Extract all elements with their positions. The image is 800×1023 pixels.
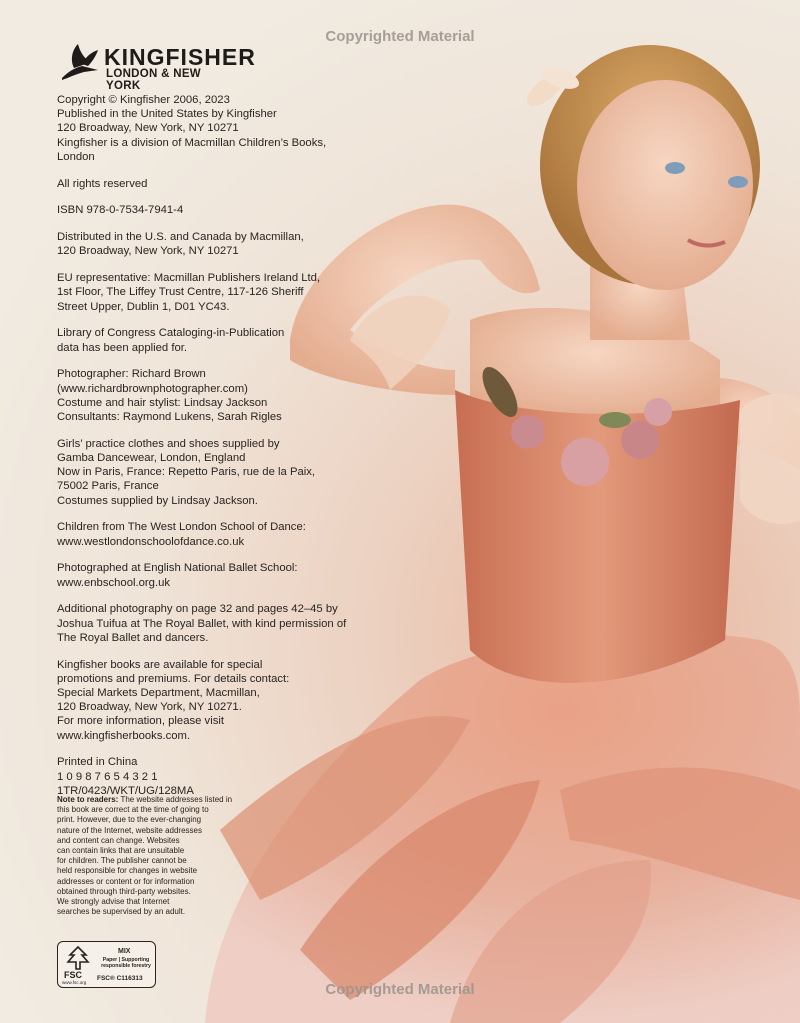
fsc-paper: Paper | Supporting responsible forestry bbox=[101, 957, 151, 969]
note-text: The website addresses listed in this book are correct at the time of going to print. However, due to the ever-changing nature of the Internet, website addresses and content can change. Websites can contain links that are unsuitable for children. The publisher cannot be held responsible for changes in website addresses or content or for information obtained through third-party websites. We strongly advise that Internet searches be supervised by an adult. bbox=[57, 795, 233, 917]
copyright-block: Photographed at English National Ballet School: www.enbschool.org.uk bbox=[57, 562, 298, 589]
copyright-block: Copyright © Kingfisher 2006, 2023 Published in the United States by Kingfisher 120 Broadway, New York, NY 10271 Kingfisher is a division of Macmillan Children’s Books, London bbox=[57, 94, 327, 163]
fsc-label: FSC bbox=[64, 970, 82, 980]
copyright-block: Distributed in the U.S. and Canada by Macmillan, 120 Broadway, New York, NY 10271 bbox=[57, 231, 304, 258]
publisher-logo bbox=[60, 42, 256, 92]
watermark-top: Copyrighted Material bbox=[325, 28, 475, 45]
fsc-website: www.fsc.org bbox=[62, 980, 87, 985]
bodice bbox=[455, 390, 740, 683]
copyright-block: All rights reserved bbox=[57, 177, 148, 190]
publisher-name: KINGFISHER bbox=[104, 44, 256, 70]
copyright-block: Additional photography on page 32 and pages 42–45 by Joshua Tuifua at The Royal Ballet, with kind permission of The Royal Ballet and dancers. bbox=[57, 603, 347, 644]
kingfisher-bird-icon bbox=[60, 42, 102, 82]
note-to-readers bbox=[57, 795, 257, 917]
face bbox=[577, 80, 753, 290]
fsc-code: FSC® C116313 bbox=[97, 975, 143, 982]
fsc-mix: MIX bbox=[118, 948, 131, 955]
copyright-block: Photographer: Richard Brown (www.richardbrownphotographer.com) Costume and hair stylist: Lindsay Jackson Consultants: Raymond Lukens, Sarah Rigles bbox=[57, 368, 282, 424]
note-label: Note to readers: bbox=[57, 795, 119, 804]
copyright-block: EU representative: Macmillan Publishers Ireland Ltd, 1st Floor, The Liffey Trust Centre, 117-126 Sheriff Street Upper, Dublin 1, D01 YC43. bbox=[57, 272, 321, 313]
publisher-locations: LONDON & NEW YORK bbox=[106, 68, 201, 92]
copyright-block: ISBN 978-0-7534-7941-4 bbox=[57, 204, 184, 217]
fsc-tree-icon bbox=[64, 945, 92, 971]
watermark-bottom: Copyrighted Material bbox=[325, 981, 475, 998]
copyright-text bbox=[57, 93, 357, 811]
copyright-block: Kingfisher books are available for special promotions and premiums. For details contact: Special Markets Department, Macmillan, 120 Broadway, New York, NY 10271. For more information, please visit www.kingfisherbooks.com. bbox=[57, 658, 290, 742]
copyright-block: Girls’ practice clothes and shoes supplied by Gamba Dancewear, London, England Now in Paris, France: Repetto Paris, rue de la Paix, 75002 Paris, France Costumes supplied by Lindsay Jackson. bbox=[57, 437, 316, 507]
copyright-block: Children from The West London School of Dance: www.westlondonschoolofdance.co.uk bbox=[57, 521, 306, 548]
copyright-block: Printed in China 1 0 9 8 7 6 5 4 3 2 1 1TR/0423/WKT/UG/128MA bbox=[57, 756, 194, 797]
fsc-logo bbox=[57, 941, 156, 988]
copyright-block: Library of Congress Cataloging-in-Publication data has been applied for. bbox=[57, 327, 285, 354]
